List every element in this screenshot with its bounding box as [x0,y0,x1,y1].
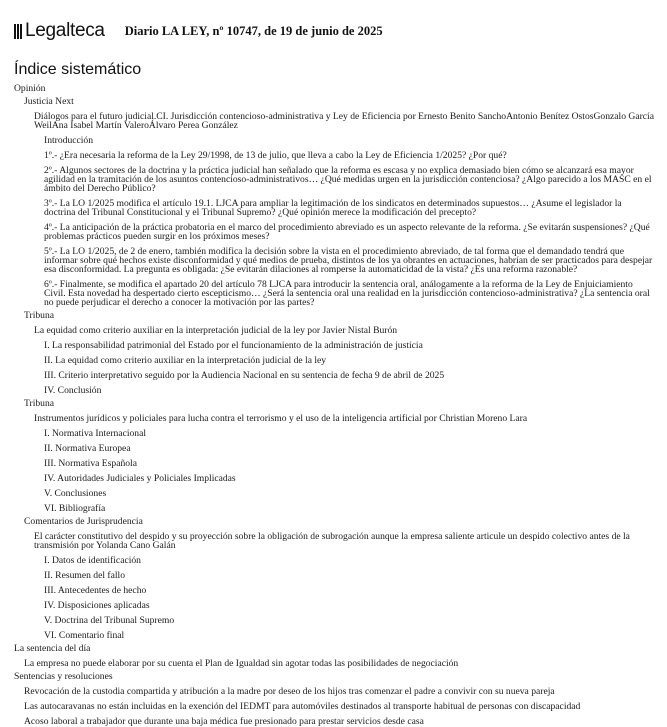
toc-article-link[interactable]: La empresa no puede elaborar por su cuenta el Plan de Igualdad sin agotar todas las posibilidades de negociación [24,658,459,669]
toc-row [0,326,667,335]
toc-chapter-link[interactable]: II. Normativa Europea [44,443,131,454]
toc-row [0,571,667,580]
toc-article-link[interactable]: Diálogos para el futuro judicial.CI. Jurisdicción contencioso-administrativa y Ley de Eficiencia por Ernesto Benito SanchoAntonio Benítez OstosGonzalo García WeilAna Isabel Martín ValeroÁlvaro Perea González [34,111,654,131]
toc-chapter-link[interactable]: 2º.- Algunos sectores de la doctrina y la práctica judicial han señalado que la reforma es escasa y no explica demasiado bien cómo se alcanzará esa mayor agilidad en la tramitación de los asuntos contencioso-administrativos… ¿Qué medidas urgen en la jurisdicción contenciosa? ¿Algo parecido a los MASC en el ámbito del Derecho Público? [44,165,652,194]
page-title: Índice sistemático [14,61,142,78]
toc-chapter-link[interactable]: II. La equidad como criterio auxiliar en la interpretación judicial de la ley [44,355,327,366]
toc-row [0,489,667,498]
toc-row [0,631,667,640]
toc-row [0,223,667,241]
toc-chapter-link[interactable]: IV. Disposiciones aplicadas [44,600,150,611]
toc-row [0,517,667,526]
toc-row [0,151,667,160]
toc-row [0,247,667,274]
toc-chapter-link[interactable]: III. Criterio interpretativo seguido por la Audiencia Nacional en su sentencia de fecha 9 de abril de 2025 [44,370,445,381]
toc-row [0,556,667,565]
toc-section-heading: La sentencia del día [14,643,91,654]
toc-article-link[interactable]: Acoso laboral a trabajador que durante una baja médica fue presionado para prestar servicios desde casa [24,716,424,727]
toc-chapter-link[interactable]: I. La responsabilidad patrimonial del Estado por el funcionamiento de la administración de justicia [44,340,423,351]
logo-text: Legalteca [25,20,105,41]
toc-chapter-link[interactable]: 6º.- Finalmente, se modifica el apartado 20 del artículo 78 LJCA para introducir la sentencia oral, análogamente a la reforma de la Ley de Enjuiciamiento Civil. Esta novedad ha despertado cierto escepticismo… ¿Será la sentencia oral una realidad en la jurisdicción contencioso-administrativa? ¿La sentencia oral no puede perjudicar el derecho a conocer la motivación por las partes? [44,279,650,308]
toc-chapter-link[interactable]: 3º.- La LO 1/2025 modifica el artículo 19.1. LJCA para ampliar la legitimación de los sindicatos en determinados supuestos… ¿Asume el legislador la doctrina del Tribunal Constitucional y el Tribunal Supremo? ¿Qué opinión merece la modificación del precepto? [44,198,622,218]
toc-row [0,444,667,453]
toc-row [0,459,667,468]
toc-chapter-link[interactable]: II. Resumen del fallo [44,570,125,581]
toc-chapter-link[interactable]: 4º.- La anticipación de la práctica probatoria en el marco del procedimiento abreviado es un aspecto relevante de la reforma. ¿Se evitarán suspensiones? ¿Qué problemas prácticos pueden surgir en los próximos meses? [44,222,650,242]
toc-row [0,504,667,513]
toc-article-link[interactable]: Las autocaravanas no están incluidas en la exención del IEDMT para automóviles destinados al transporte habitual de personas con discapacidad [24,701,581,712]
toc-chapter-link[interactable]: I. Datos de identificación [44,555,141,566]
toc-article-link[interactable]: La equidad como criterio auxiliar en la interpretación judicial de la ley por Javier Nistal Burón [34,325,398,336]
toc-row [0,429,667,438]
toc-row [0,586,667,595]
toc-row [0,672,667,681]
table-of-contents [0,84,667,726]
toc-row [0,414,667,423]
toc-subsection-heading: Justicia Next [24,96,74,107]
toc-row [0,280,667,307]
toc-row [0,532,667,550]
toc-row [0,199,667,217]
toc-article-link[interactable]: Instrumentos jurídicos y policiales para lucha contra el terrorismo y el uso de la inteligencia artificial por Christian Moreno Lara [34,413,528,424]
toc-row [0,84,667,93]
toc-row [0,616,667,625]
toc-row [0,644,667,653]
toc-chapter-link[interactable]: V. Doctrina del Tribunal Supremo [44,615,175,626]
toc-row [0,97,667,106]
toc-row [0,112,667,130]
toc-row [0,474,667,483]
toc-row [0,687,667,696]
toc-row [0,399,667,408]
toc-row [0,717,667,726]
toc-article-link[interactable]: Revocación de la custodia compartida y atribución a la madre por deseo de los hijos tras comenzar el padre a convivir con su nueva pareja [24,686,555,697]
toc-chapter-link[interactable]: III. Antecedentes de hecho [44,585,147,596]
toc-row [0,311,667,320]
toc-row [0,371,667,380]
toc-chapter-link[interactable]: I. Normativa Internacional [44,428,147,439]
legalteca-logo[interactable] [14,20,105,42]
toc-section-heading: Sentencias y resoluciones [14,671,113,682]
toc-article-link[interactable]: El carácter constitutivo del despido y su proyección sobre la obligación de subrogación aunque la empresa saliente articule un despido colectivo antes de la transmisión por Yolanda Cano Galán [34,531,630,551]
toc-row [0,601,667,610]
toc-subsection-heading: Tribuna [24,398,55,409]
toc-chapter-link[interactable]: IV. Autoridades Judiciales y Policiales Implicadas [44,473,236,484]
toc-subsection-heading: Comentarios de Jurisprudencia [24,516,143,527]
toc-chapter-link[interactable]: IV. Conclusión [44,385,102,396]
toc-chapter-link[interactable]: 5º.- La LO 1/2025, de 2 de enero, también modifica la decisión sobre la vista en el procedimiento abreviado, de tal forma que el demandado tendrá que informar sobre qué hechos existe disconformidad y qué medios de prueba, distintos de los ya obrantes en actuaciones, habrían de ser practicados para despejar esa disconformidad. La pregunta es obligada: ¿Se evitarán dilaciones al romperse la automaticidad de la vista? ¿Es una reforma razonable? [44,246,653,275]
toc-subsection-heading: Tribuna [24,310,55,321]
toc-row [0,702,667,711]
toc-chapter-link[interactable]: VI. Comentario final [44,630,125,641]
toc-row [0,356,667,365]
toc-row [0,386,667,395]
toc-row [0,341,667,350]
toc-row [0,659,667,668]
toc-chapter-link[interactable]: 1º.- ¿Era necesaria la reforma de la Ley 29/1998, de 13 de julio, que lleva a cabo la Ley de Eficiencia 1/2025? ¿Por qué? [44,150,507,161]
toc-row [0,166,667,193]
issue-title: Diario LA LEY, nº 10747, de 19 de junio de 2025 [124,23,383,38]
toc-row [0,136,667,145]
toc-chapter-link[interactable]: Introducción [44,135,94,146]
toc-chapter-link[interactable]: V. Conclusiones [44,488,107,499]
toc-chapter-link[interactable]: VI. Bibliografía [44,503,106,514]
toc-section-heading: Opinión [14,83,46,94]
document-header [14,18,383,44]
logo-bars-icon [14,24,23,39]
toc-chapter-link[interactable]: III. Normativa Española [44,458,137,469]
